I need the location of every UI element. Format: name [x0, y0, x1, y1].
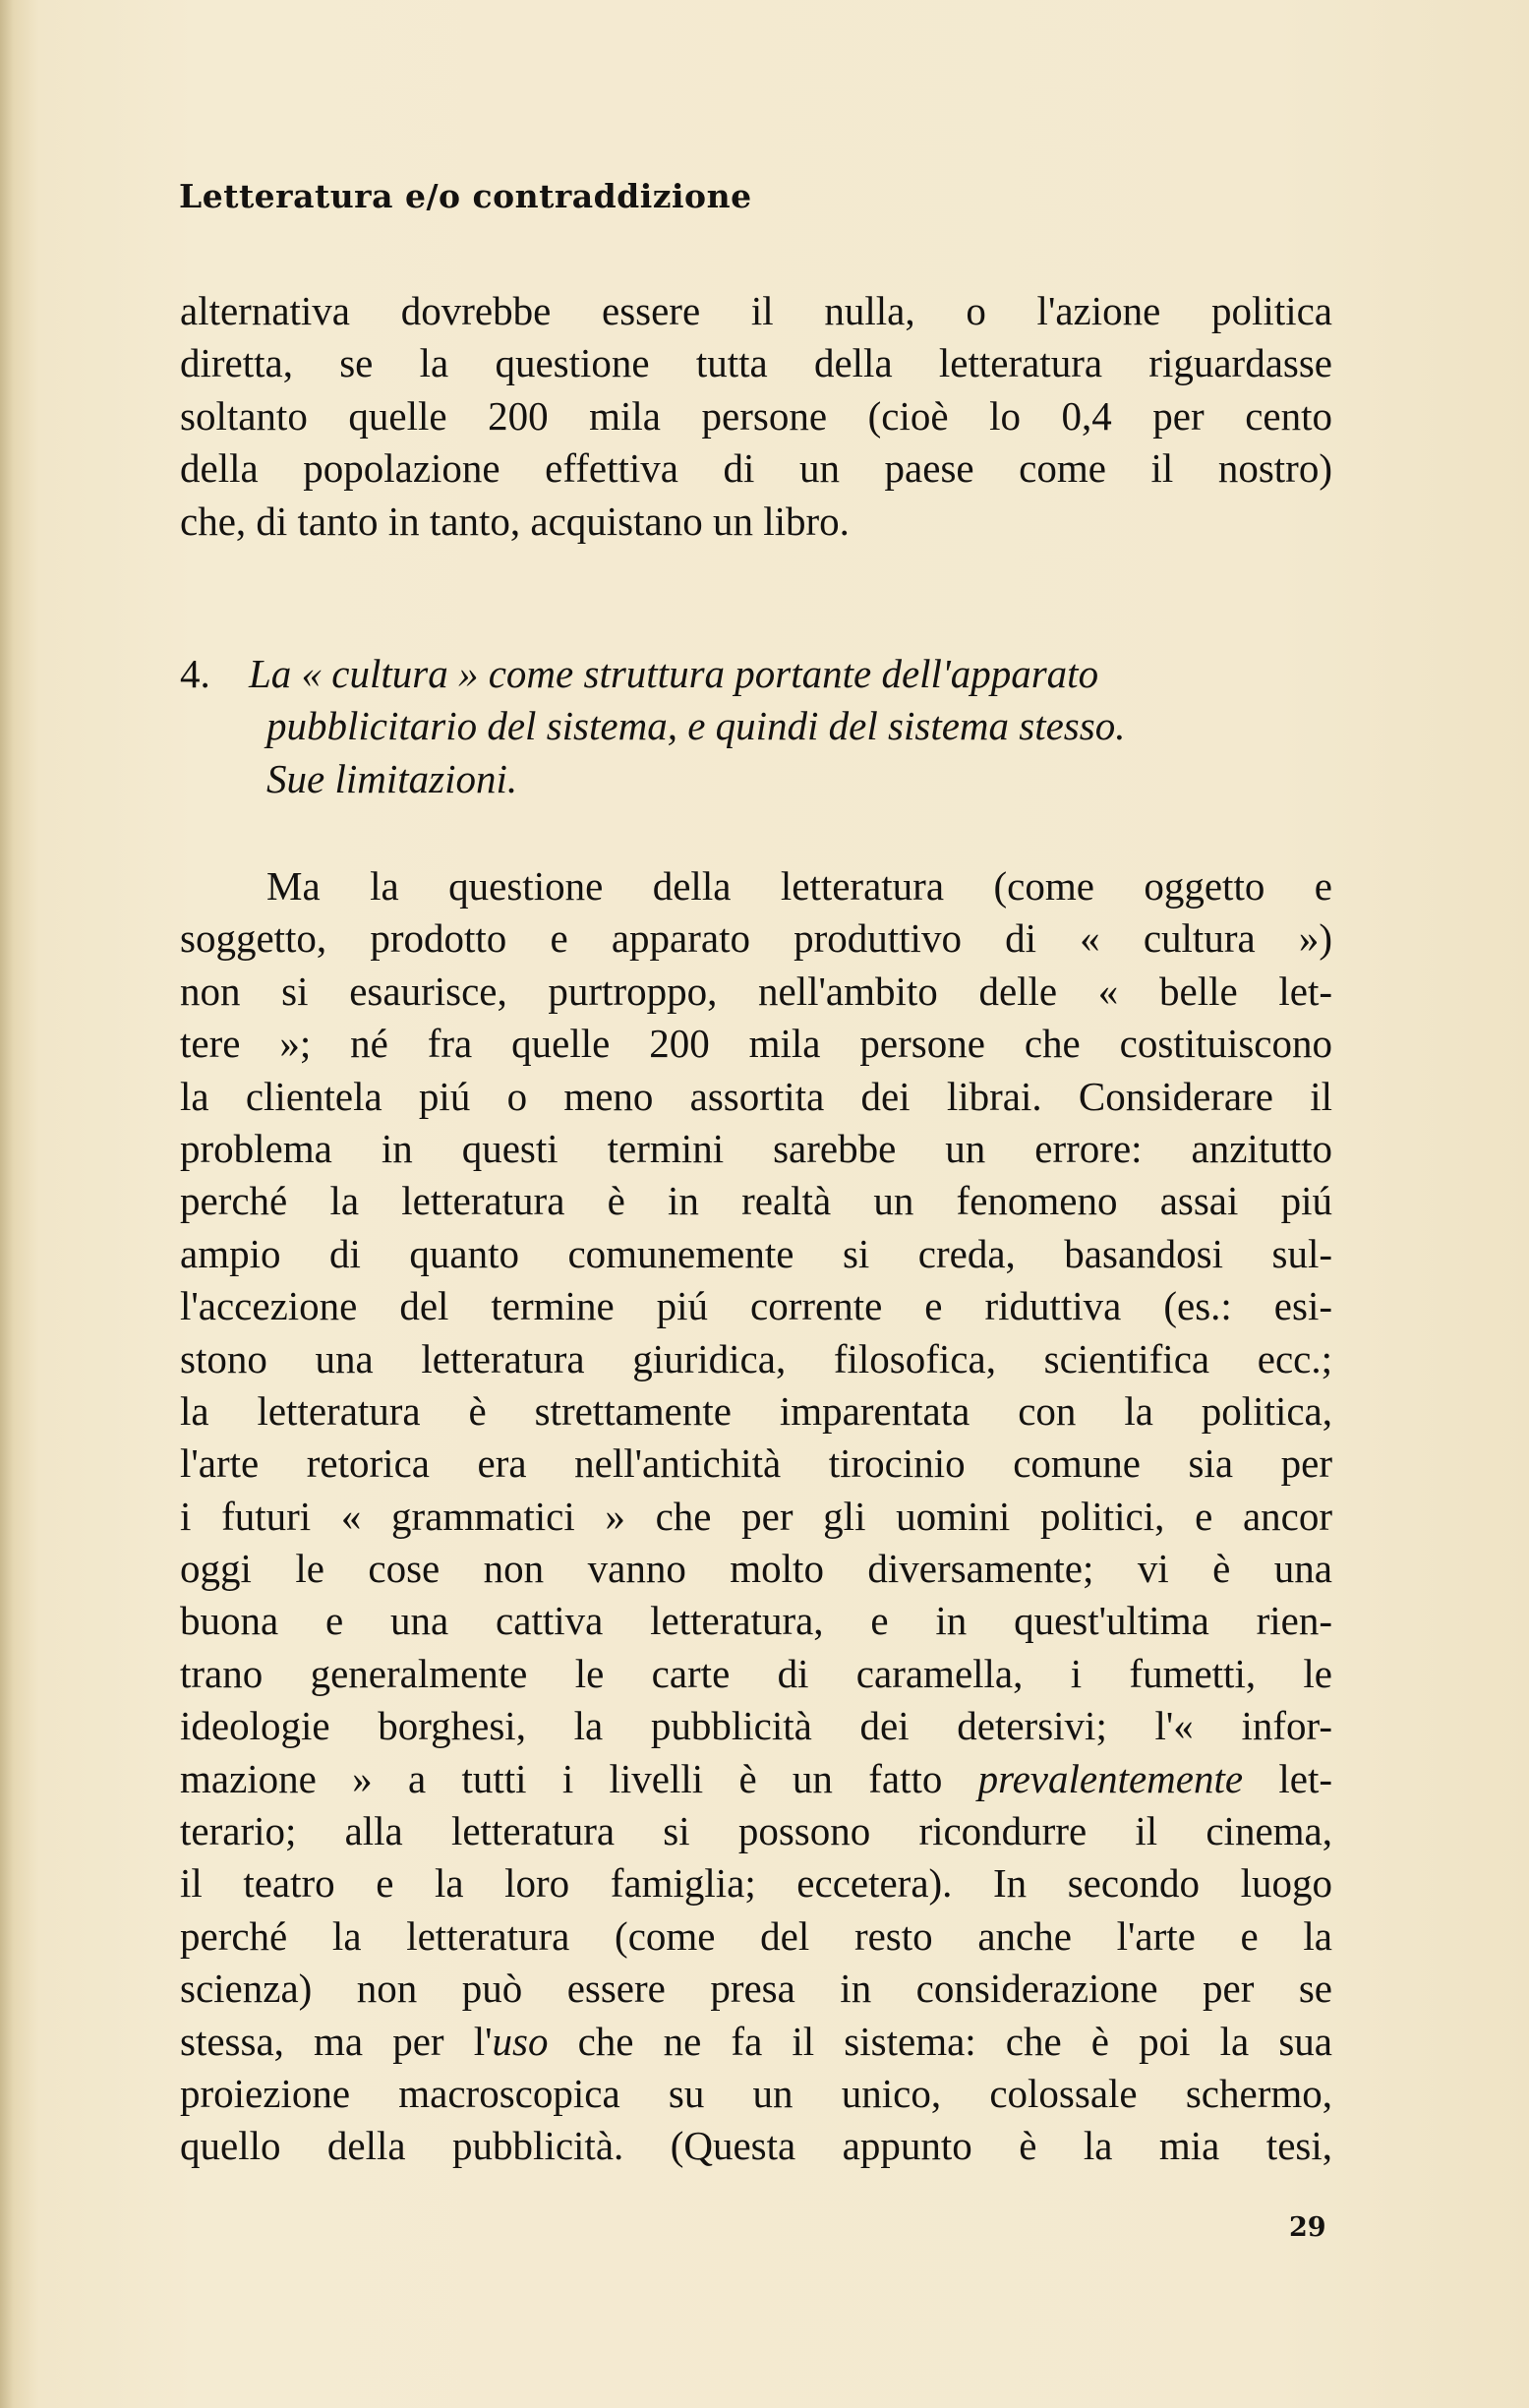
text-line: perché la letteratura è in realtà un fenomeno assai piú — [180, 1178, 1332, 1224]
paragraph-1 — [180, 285, 1332, 548]
text-line: diretta, se la questione tutta della letteratura riguardasse — [180, 340, 1332, 386]
text-line: terario; alla letteratura si possono ricondurre il cinema, — [180, 1808, 1332, 1854]
text-segment: stessa, ma per l' — [180, 2018, 493, 2064]
text-line: problema in questi termini sarebbe un errore: anzitutto — [180, 1125, 1332, 1171]
text-line: il teatro e la loro famiglia; eccetera). In secondo luogo — [180, 1860, 1332, 1907]
italic-emphasis: prevalentemente — [977, 1755, 1244, 1801]
text-line: alternativa dovrebbe essere il nulla, o l'azione politica — [180, 288, 1332, 333]
text-line: i futuri « grammatici » che per gli uomini politici, e ancor — [180, 1493, 1332, 1539]
text-line: la clientela piú o meno assortita dei librai. Considerare il — [180, 1073, 1332, 1119]
text-line: che, di tanto in tanto, acquistano un libro. — [180, 498, 850, 544]
running-head: Letteratura e/o contraddizione — [179, 177, 752, 215]
text-line: l'accezione del termine piú corrente e riduttiva (es.: esi- — [180, 1283, 1332, 1329]
text-line: scienza) non può essere presa in considerazione per se — [180, 1966, 1332, 2012]
section-heading-line: Sue limitazioni. — [266, 755, 518, 801]
page-number: 29 — [1289, 2212, 1326, 2243]
text-line: buona e una cattiva letteratura, e in quest'ultima rien- — [180, 1598, 1332, 1644]
text-line: soggetto, prodotto e apparato produttivo di « cultura ») — [180, 915, 1332, 962]
text-line: stono una letteratura giuridica, filosofica, scientifica ecc.; — [180, 1335, 1332, 1381]
text-line: trano generalmente le carte di caramella, i fumetti, le — [180, 1650, 1332, 1696]
text-line — [180, 1753, 1332, 1805]
text-line: la letteratura è strettamente imparentata con la politica, — [180, 1387, 1332, 1434]
section-number: 4. — [180, 651, 210, 696]
section-heading-line — [180, 648, 1332, 700]
text-line: Ma la questione della letteratura (come oggetto e — [266, 863, 1332, 909]
paragraph-2 — [180, 860, 1332, 2173]
text-line: non si esaurisce, purtroppo, nell'ambito delle « belle let- — [180, 968, 1332, 1014]
text-line — [180, 2016, 1332, 2068]
text-line: quello della pubblicità. (Questa appunto è la mia tesi, — [180, 2123, 1332, 2169]
section-heading-line: pubblicitario del sistema, e quindi del sistema stesso. — [266, 703, 1126, 749]
text-line: soltanto quelle 200 mila persone (cioè lo 0,4 per cento — [180, 392, 1332, 439]
section-heading — [180, 648, 1332, 805]
text-line: proiezione macroscopica su un unico, colossale schermo, — [180, 2070, 1332, 2116]
italic-emphasis: uso — [492, 2018, 549, 2064]
section-title-text: La « cultura » come struttura portante dell'apparato — [249, 651, 1099, 696]
text-line: ideologie borghesi, la pubblicità dei detersivi; l'« infor- — [180, 1703, 1332, 1749]
text-segment: let- — [1243, 1755, 1333, 1801]
text-line: ampio di quanto comunemente si creda, basandosi sul- — [180, 1230, 1332, 1276]
text-line: oggi le cose non vanno molto diversamente; vi è una — [180, 1546, 1332, 1592]
text-segment: che ne fa il sistema: che è poi la sua — [548, 2018, 1333, 2064]
text-line: della popolazione effettiva di un paese come il nostro) — [180, 445, 1332, 492]
text-line: tere »; né fra quelle 200 mila persone che costituiscono — [180, 1021, 1332, 1067]
text-segment: mazione » a tutti i livelli è un fatto — [180, 1755, 978, 1801]
text-line: perché la letteratura (come del resto anche l'arte e la — [180, 1912, 1332, 1959]
text-line: l'arte retorica era nell'antichità tirocinio comune sia per — [180, 1440, 1332, 1487]
